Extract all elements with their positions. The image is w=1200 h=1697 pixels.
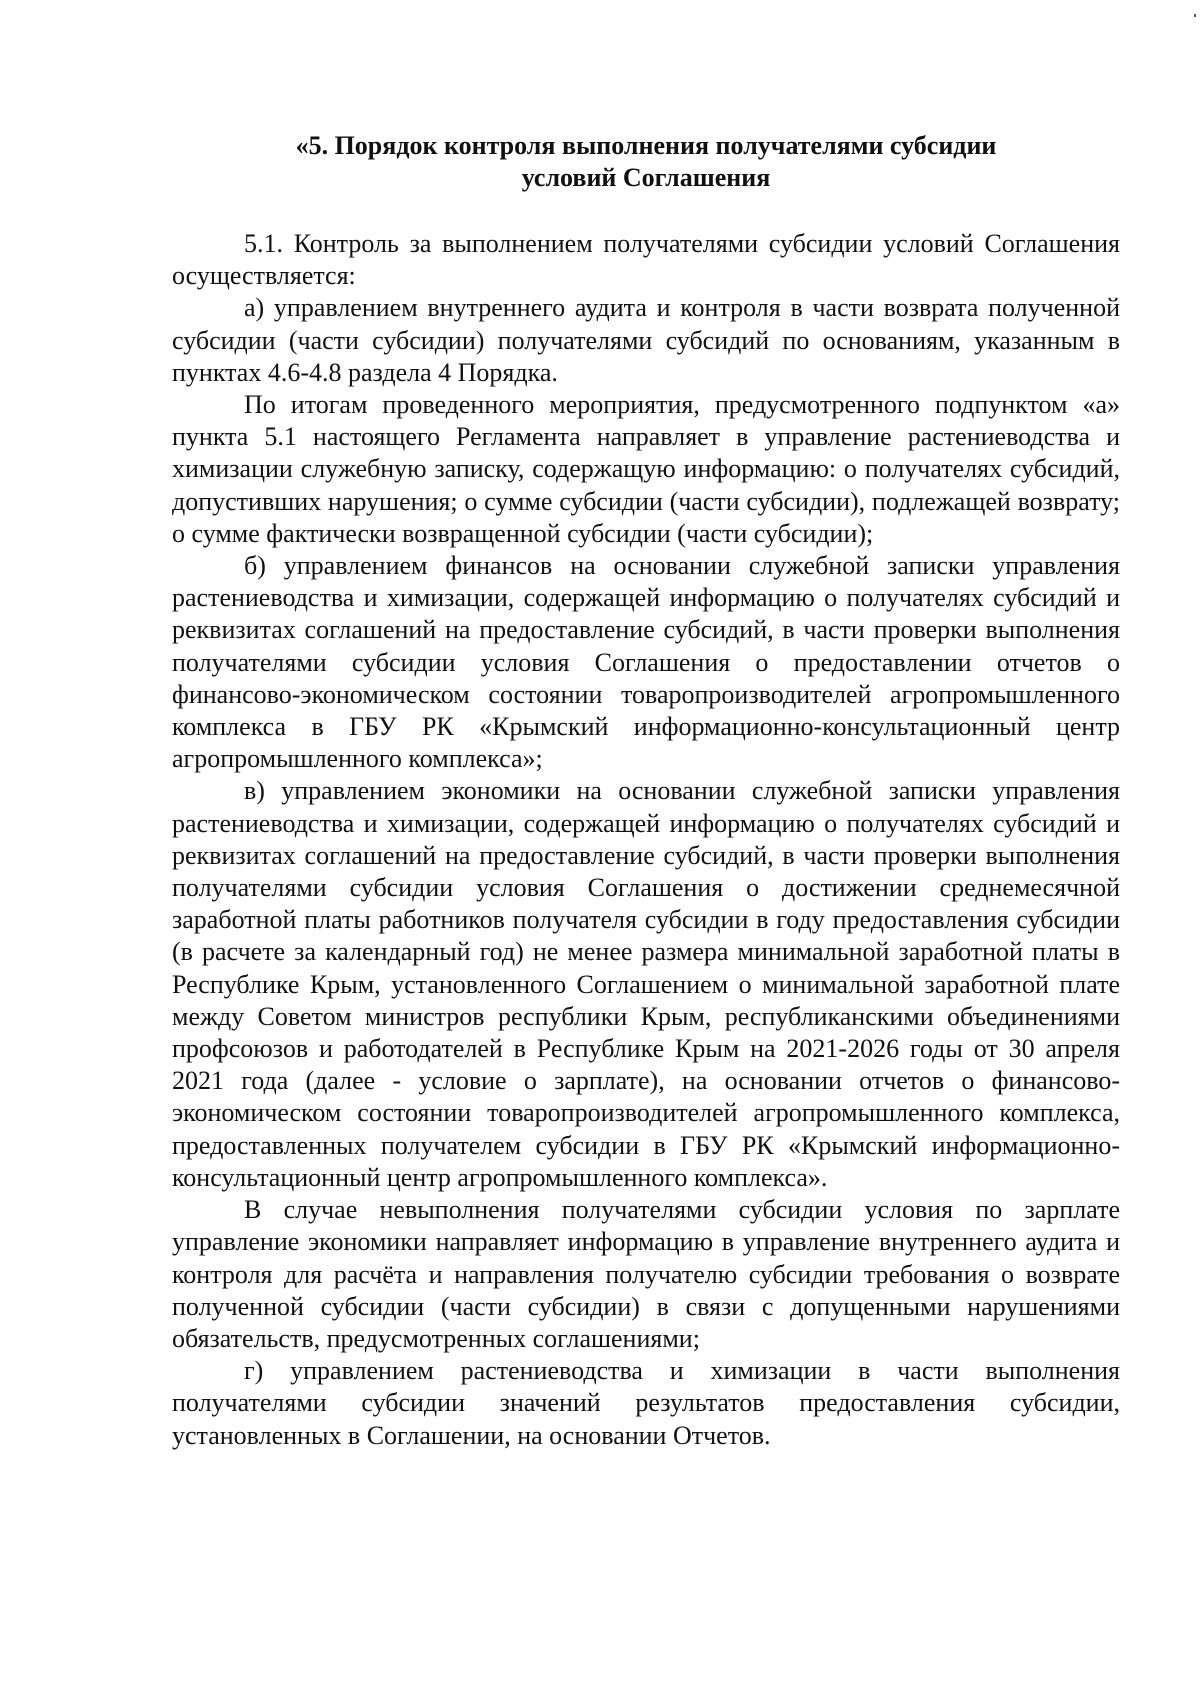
paragraph-item-g: г) управлением растениеводства и химизации в части выполнения получателями субсидии значений результатов предоставления субсидии, установленных в Соглашении, на основании Отчетов.	[172, 1356, 1120, 1450]
paragraph-salary-violation: В случае невыполнения получателями субсидии условия по зарплате управление экономики направляет информацию в управление внутреннего аудита и контроля для расчёта и направления получателю субсидии требования о возврате полученной субсидии (части субсидии) в связи с допущенными нарушениями обязательств, предусмотренных соглашениями;	[172, 1195, 1120, 1353]
section-heading-line-1: «5. Порядок контроля выполнения получателями субсидии	[295, 131, 997, 160]
paragraph-item-a-results: По итогам проведенного мероприятия, предусмотренного подпунктом «а» пункта 5.1 настоящего Регламента направляет в управление растениеводства и химизации служебную записку, содержащую информацию: о получателях субсидий, допустивших нарушения; о сумме субсидии (части субсидии), подлежащей возврату; о сумме фактически возвращенной субсидии (части субсидии);	[172, 390, 1120, 548]
paragraph-item-v: в) управлением экономики на основании служебной записки управления растениеводства и химизации, содержащей информацию о получателях субсидий и реквизитах соглашений на предоставление субсидий, в части проверки выполнения получателями субсидии условия Соглашения о достижении среднемесячной заработной платы работников получателя субсидии в году предоставления субсидии (в расчете за календарный год) не менее размера минимальной заработной платы в Республике Крым, установленного Соглашением о минимальной заработной плате между Советом министров республики Крым, республиканскими объединениями профсоюзов и работодателей в Республике Крым на 2021-2026 годы от 30 апреля 2021 года (далее - условие о зарплате), на основании отчетов о финансово-экономическом состоянии товаропроизводителей агропромышленного комплекса, предоставленных получателем субсидии в ГБУ РК «Крымский информационно-консультационный центр агропромышленного комплекса».	[172, 776, 1120, 1192]
document-body	[172, 130, 1120, 1452]
section-heading-line-2: условий Соглашения	[521, 163, 771, 192]
scan-speck	[1194, 14, 1196, 17]
paragraph-item-a: а) управлением внутреннего аудита и контроля в части возврата полученной субсидии (части субсидии) получателями субсидий по основаниям, указанным в пунктах 4.6-4.8 раздела 4 Порядка.	[172, 293, 1120, 387]
section-heading	[172, 130, 1120, 194]
paragraph-item-b: б) управлением финансов на основании служебной записки управления растениеводства и химизации, содержащей информацию о получателях субсидий и реквизитах соглашений на предоставление субсидий, в части проверки выполнения получателями субсидии условия Соглашения о предоставлении отчетов о финансово-экономическом состоянии товаропроизводителей агропромышленного комплекса в ГБУ РК «Крымский информационно-консультационный центр агропромышленного комплекса»;	[172, 551, 1120, 774]
paragraph-5-1: 5.1. Контроль за выполнением получателями субсидии условий Соглашения осуществляется:	[172, 229, 1120, 291]
